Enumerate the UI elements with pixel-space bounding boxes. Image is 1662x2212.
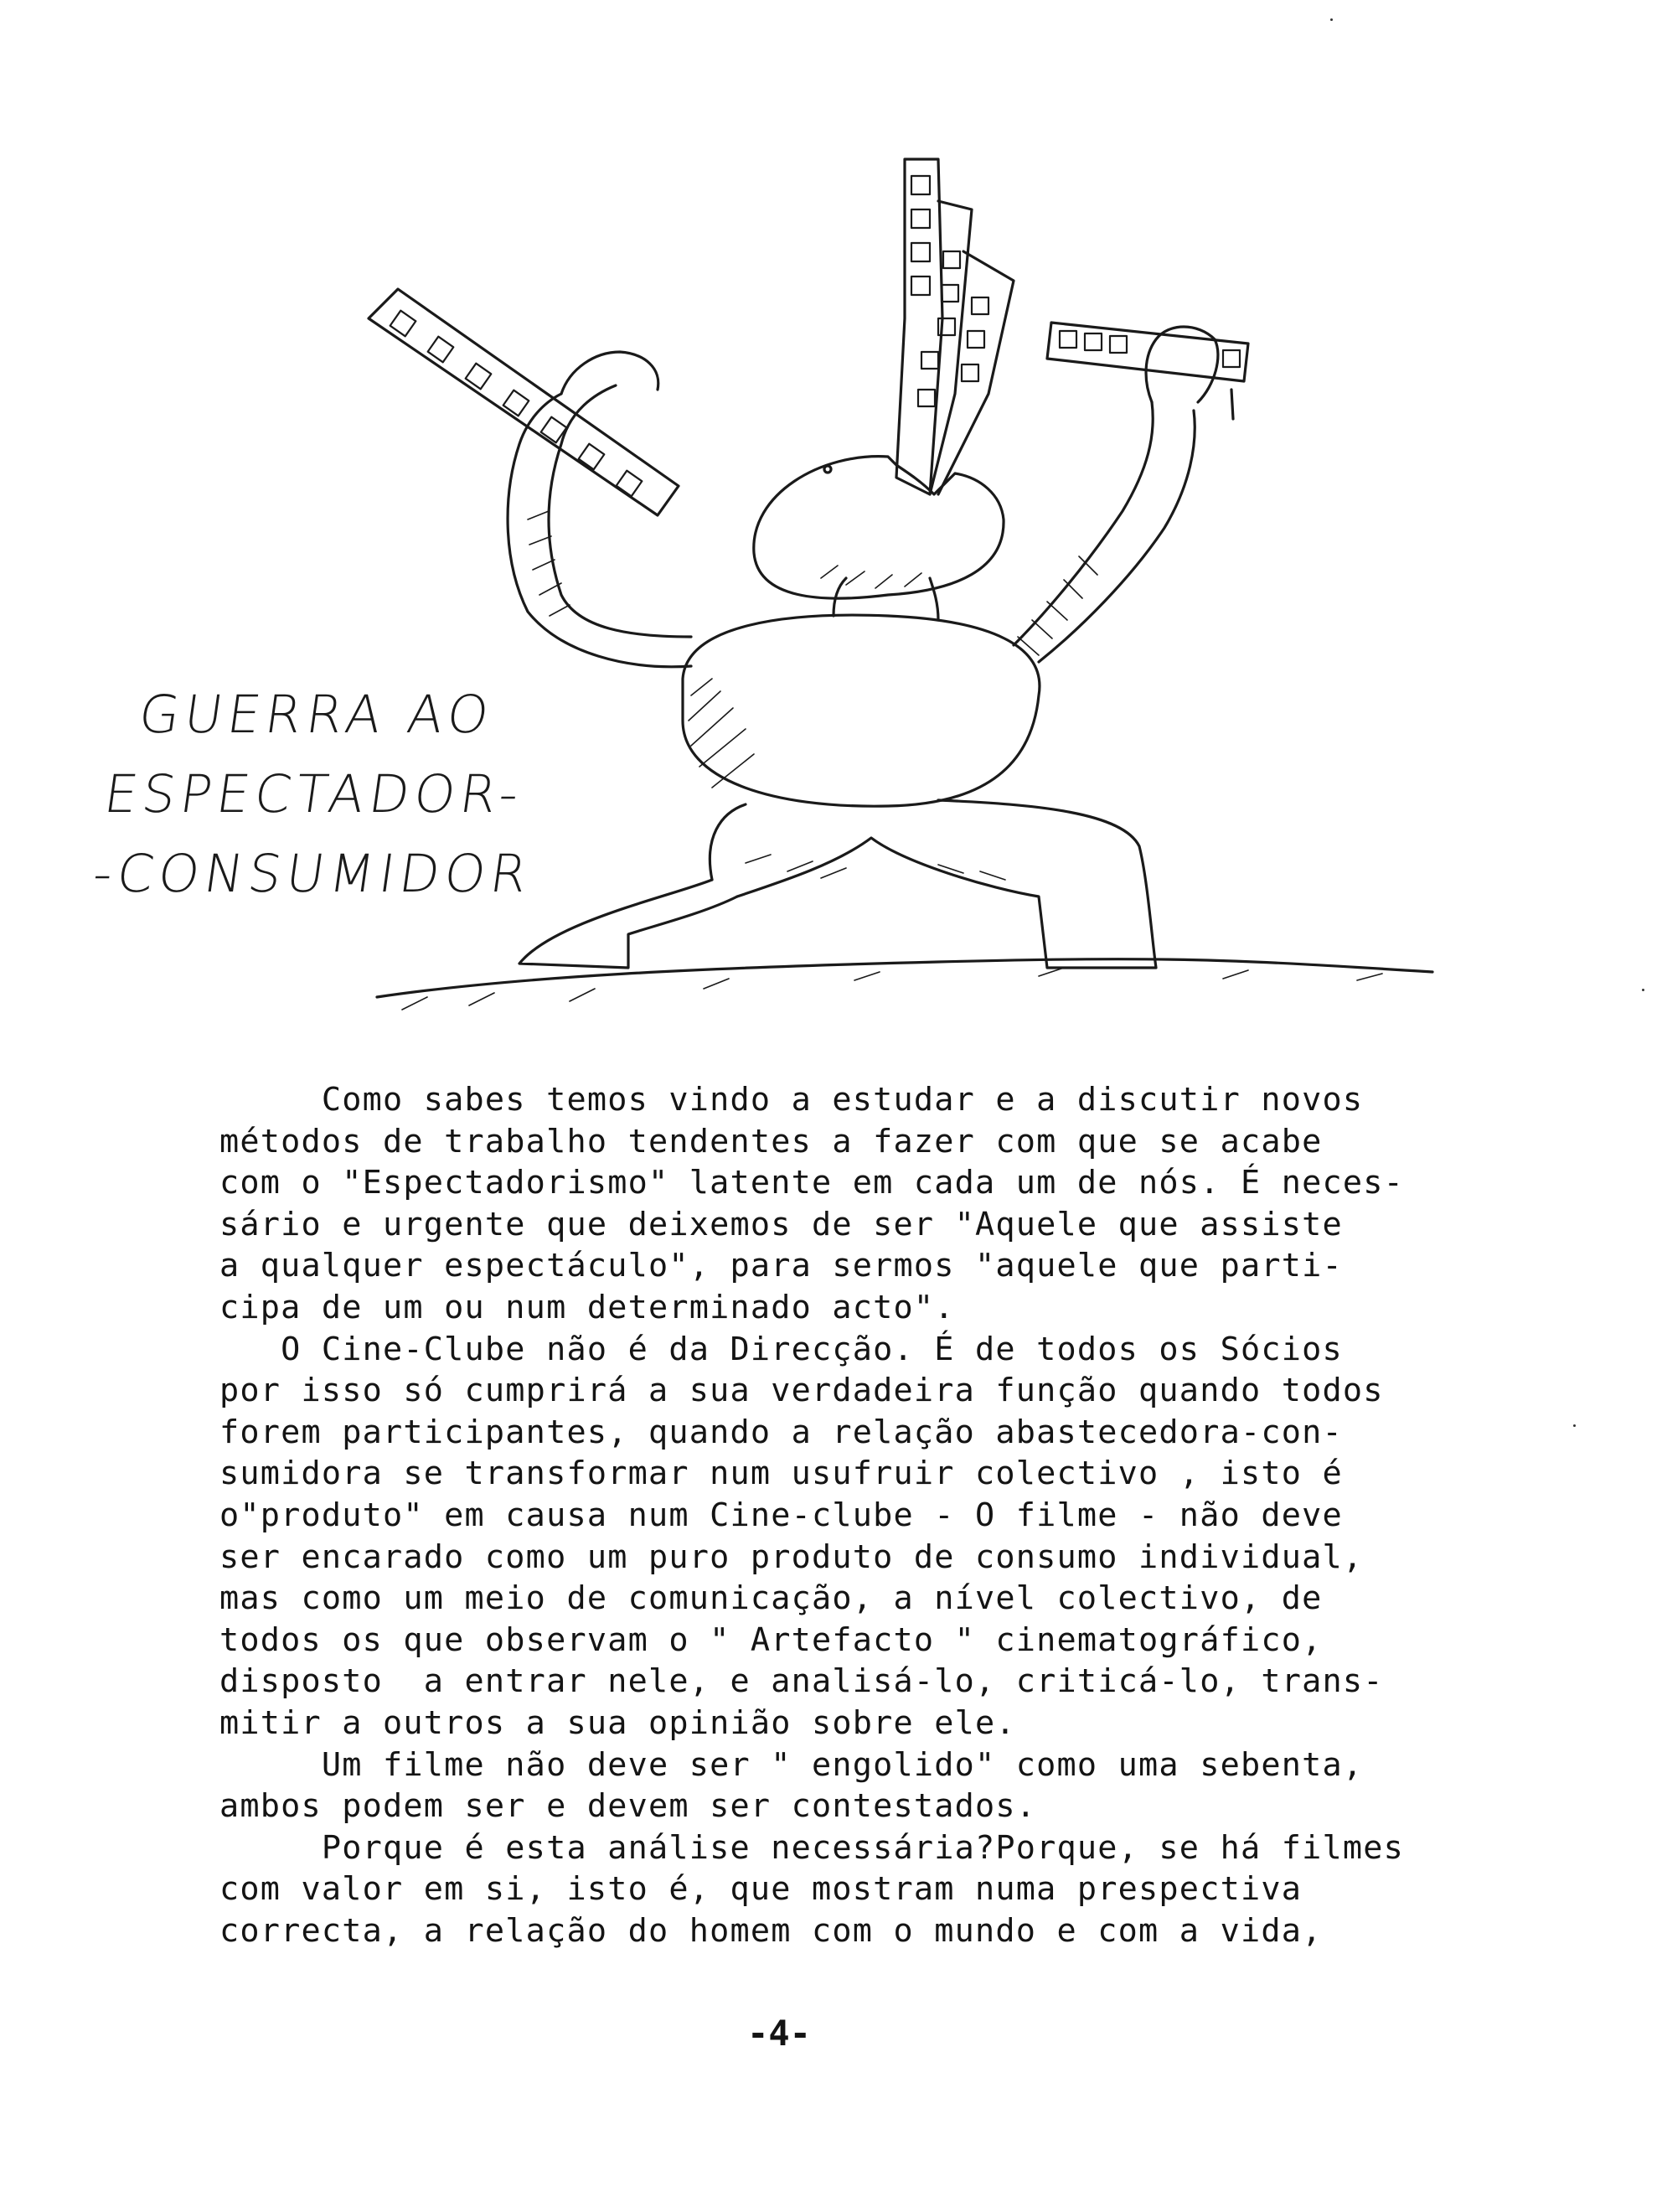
scan-speck [1642, 989, 1644, 991]
hand-tick [1231, 390, 1233, 419]
film-strip-mouth [896, 159, 1014, 494]
right-arm-inner [1014, 402, 1153, 645]
torso-hatching [689, 679, 754, 788]
hip-left [710, 804, 746, 880]
body-text [219, 1079, 1510, 1951]
right-arm-hatching [1018, 556, 1097, 655]
text-line: mitir a outros a sua opinião sobre ele. [219, 1703, 1016, 1742]
film-strip-left [369, 289, 679, 515]
head [754, 457, 1004, 598]
eye [824, 466, 831, 473]
page-number: -4- [747, 2013, 811, 2054]
text-line: ser encarado como um puro produto de consumo individual, [219, 1538, 1364, 1576]
chin-hatching [821, 566, 921, 588]
scan-speck [1573, 1424, 1576, 1427]
left-arm [549, 385, 691, 637]
text-line: ambos podem ser e devem ser contestados. [219, 1787, 1037, 1826]
text-line: mas como um meio de comunicação, a nível colectivo, de [219, 1579, 1323, 1618]
caption-line-3: -CONSUMIDOR [89, 843, 536, 904]
text-line: com o "Espectadorismo" latente em cada um de nós. É neces- [219, 1164, 1404, 1202]
text-line: forem participantes, quando a relação abastecedora-con- [219, 1413, 1343, 1451]
text-line: correcta, a relação do homem com o mundo e com a vida, [219, 1911, 1323, 1950]
text-line: sumidora se transformar num usufruir colectivo , isto é [219, 1455, 1343, 1493]
text-line: métodos de trabalho tendentes a fazer com que se acabe [219, 1122, 1323, 1160]
ground-hatching [402, 968, 1382, 1010]
text-line: cipa de um ou num determinado acto". [219, 1288, 955, 1326]
caption-line-1: GUERRA AO [135, 684, 498, 745]
right-arm [1039, 411, 1195, 662]
text-line: por isso só cumprirá a sua verdadeira função quando todos [219, 1372, 1384, 1410]
illustration-caption [88, 674, 591, 913]
torso [683, 615, 1040, 806]
text-line: Porque é esta análise necessária?Porque, se há filmes [219, 1828, 1404, 1867]
leg-hatching [746, 855, 1005, 880]
scan-speck [1330, 18, 1333, 21]
text-line: O Cine-Clube não é da Direcção. É de todos os Sócios [219, 1330, 1343, 1368]
text-line: Como sabes temos vindo a estudar e a discutir novos [219, 1081, 1364, 1119]
text-line: sário e urgente que deixemos de ser "Aquele que assiste [219, 1205, 1343, 1243]
text-line: disposto a entrar nele, e analisá-lo, criticá-lo, trans- [219, 1662, 1384, 1701]
text-line: todos os que observam o " Artefacto " cinematográfico, [219, 1620, 1323, 1659]
text-line: o"produto" em causa num Cine-clube - O filme - não deve [219, 1496, 1343, 1534]
right-leg [737, 800, 1156, 968]
text-line: a qualquer espectáculo", para sermos "aquele que parti- [219, 1247, 1343, 1285]
text-line: com valor em si, isto é, que mostram numa prespectiva [219, 1870, 1303, 1909]
text-line: Um filme não deve ser " engolido" como uma sebenta, [219, 1745, 1364, 1784]
caption-line-2: ESPECTADOR- [100, 763, 528, 824]
